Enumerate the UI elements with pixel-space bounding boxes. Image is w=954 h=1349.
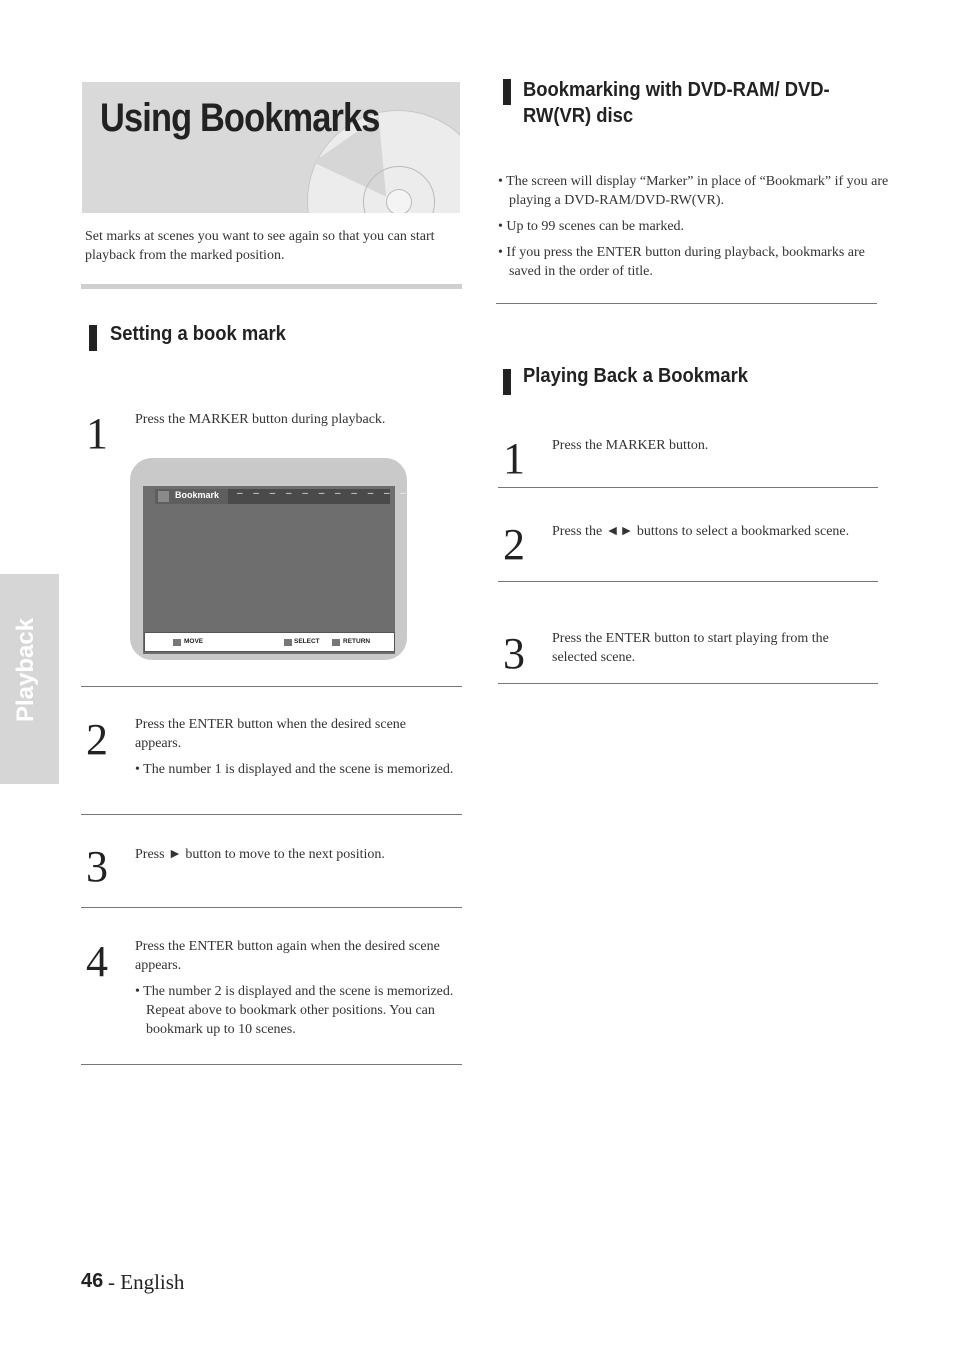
page-number: 46: [81, 1270, 104, 1292]
move-icon: [173, 639, 181, 646]
divider: [498, 683, 878, 684]
divider: [496, 303, 877, 304]
step-number: 1: [503, 434, 525, 483]
step-number: 4: [86, 937, 108, 986]
step-text: Press ► button to move to the next position.: [135, 847, 385, 862]
section-heading-dvdram: Bookmarking with DVD-RAM/ DVD- RW(VR) disc: [523, 79, 830, 127]
step-number: 1: [86, 409, 108, 458]
return-label: RETURN: [343, 638, 371, 645]
bookmark-bar-label: Bookmark: [175, 490, 220, 500]
chapter-tab-label: Playback: [12, 617, 39, 722]
section-heading-playback: Playing Back a Bookmark: [523, 365, 748, 387]
move-label: MOVE: [184, 638, 204, 645]
step-note: • The number 2 is displayed and the scene is memorized. Repeat above to bookmark other positions. You can bookmark up to 10 scenes.: [135, 984, 454, 1037]
divider: [81, 1064, 462, 1065]
step-number: 3: [503, 629, 525, 678]
intro-text: Set marks at scenes you want to see again so that you can start playback from the marked position.: [85, 229, 435, 263]
return-icon: [332, 639, 340, 646]
section-marker: [503, 79, 511, 105]
step-text: Press the MARKER button during playback.: [135, 412, 386, 427]
select-label: SELECT: [294, 638, 320, 645]
divider: [498, 581, 878, 582]
divider: [81, 907, 462, 908]
divider: [81, 686, 462, 687]
page-title: Using Bookmarks: [100, 96, 380, 140]
step-number: 3: [86, 842, 108, 891]
step-number: 2: [503, 520, 525, 569]
step-number: 2: [86, 715, 108, 764]
screen-footer: [144, 632, 395, 652]
section-heading-setting: Setting a book mark: [110, 323, 286, 345]
bookmark-slots: – – – – – – – – – – –: [237, 488, 410, 499]
step-text: Press the ENTER button again when the desired scene appears.: [135, 939, 440, 973]
note-item: • If you press the ENTER button during playback, bookmarks are saved in the order of title.: [498, 245, 865, 279]
step-text: Press the ENTER button when the desired scene appears.: [135, 717, 406, 751]
section-marker: [503, 369, 511, 395]
step-text: Press the MARKER button.: [552, 438, 709, 453]
step-text: Press the ENTER button to start playing from the selected scene.: [552, 631, 829, 665]
step-text: Press the ◄► buttons to select a bookmarked scene.: [552, 524, 850, 539]
divider: [81, 284, 462, 289]
step-note: • The number 1 is displayed and the scene is memorized.: [135, 762, 454, 777]
divider: [81, 814, 462, 815]
page-language: - English: [108, 1270, 185, 1294]
note-item: • Up to 99 scenes can be marked.: [498, 219, 685, 234]
note-item: • The screen will display “Marker” in place of “Bookmark” if you are playing a DVD-RAM/DVD-RW(VR).: [498, 174, 889, 208]
section-marker: [89, 325, 97, 351]
screen-display: [143, 486, 395, 654]
select-icon: [284, 639, 292, 646]
divider: [498, 487, 878, 488]
bookmark-icon: [158, 491, 169, 502]
